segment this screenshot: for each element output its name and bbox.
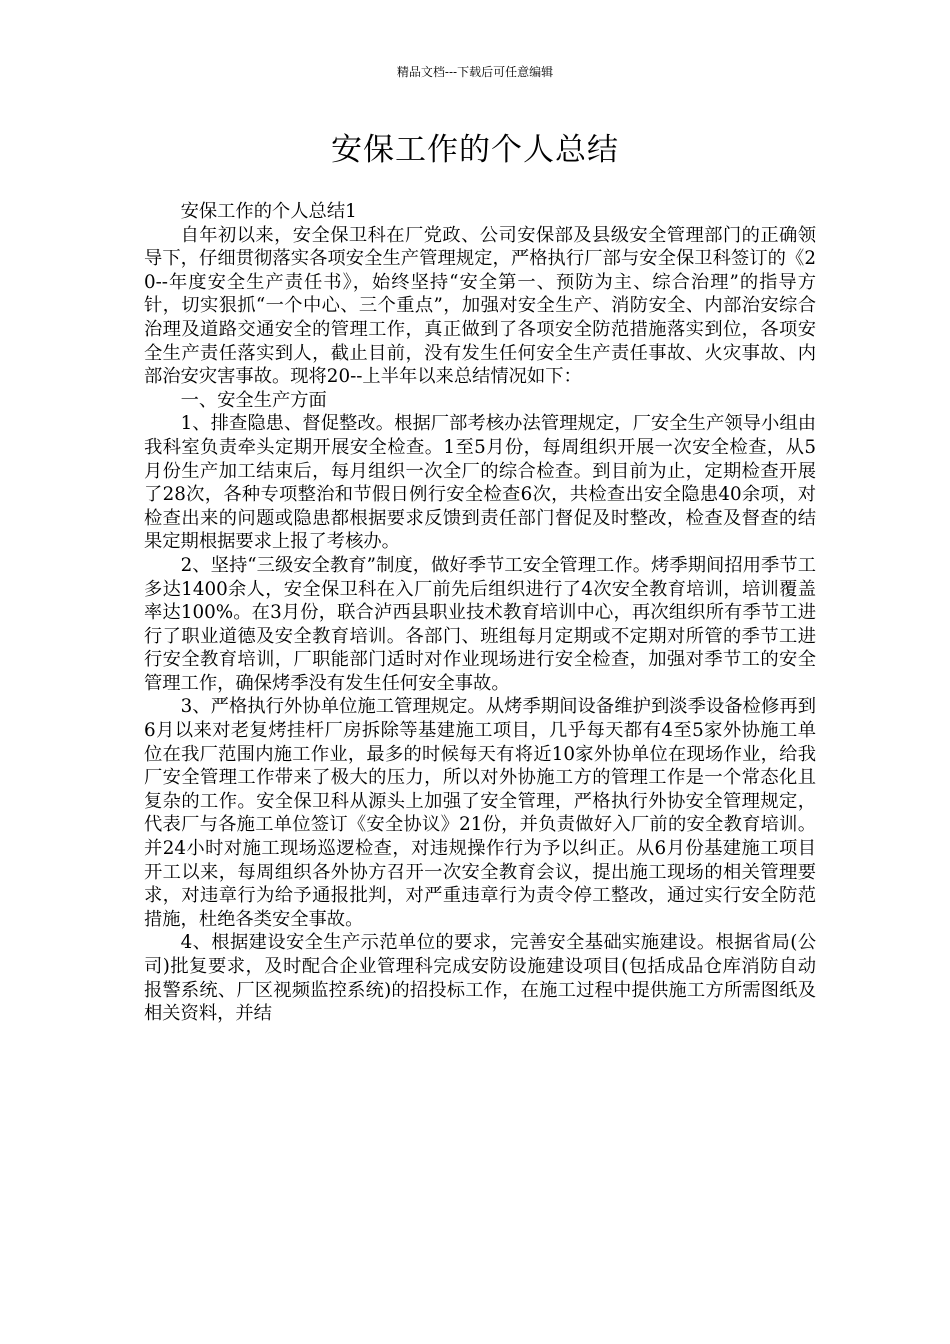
header-note: 精品文档---下载后可任意编辑 bbox=[396, 65, 554, 79]
document-body bbox=[144, 200, 816, 1026]
section-heading: 安保工作的个人总结1 bbox=[180, 201, 357, 222]
body-paragraph: 4、根据建设安全生产示范单位的要求，完善安全基础实施建设。根据省局(公司)批复要求，及时配合企业管理科完成安防设施建设项目(包括成品仓库消防自动报警系统、厂区视频监控系统)的招投标工作，在施工过程中提供施工方所需图纸及相关资料，并结 bbox=[144, 932, 816, 1025]
document-title: 安保工作的个人总结 bbox=[331, 132, 619, 168]
body-paragraph: 2、坚持“三级安全教育”制度，做好季节工安全管理工作。烤季期间招用季节工多达1400余人，安全保卫科在入厂前先后组织进行了4次安全教育培训，培训覆盖率达100%。在3月份，联合泸西县职业技术教育培训中心，再次组织所有季节工进行了职业道德及安全教育培训。各部门、班组每月定期或不定期对所管的季节工进行安全教育培训，厂职能部门适时对作业现场进行安全检查，加强对季节工的安全管理工作，确保烤季没有发生任何安全事故。 bbox=[144, 554, 816, 694]
body-paragraph: 3、严格执行外协单位施工管理规定。从烤季期间设备维护到淡季设备检修再到6月以来对老复烤挂杆厂房拆除等基建施工项目，几乎每天都有4至5家外协施工单位在我厂范围内施工作业，最多的时候每天有将近10家外协单位在现场作业，给我厂安全管理工作带来了极大的压力，所以对外协施工方的管理工作是一个常态化且复杂的工作。安全保卫科从源头上加强了安全管理，严格执行外协安全管理规定，代表厂与各施工单位签订《安全协议》21份，并负责做好入厂前的安全教育培训。并24小时对施工现场巡逻检查，对违规操作行为予以纠正。从6月份基建施工项目开工以来，每周组织各外协方召开一次安全教育会议，提出施工现场的相关管理要求，对违章行为给予通报批判，对严重违章行为责令停工整改，通过实行安全防范措施，杜绝各类安全事故。 bbox=[144, 696, 816, 930]
body-paragraph: 1、排查隐患、督促整改。根据厂部考核办法管理规定，厂安全生产领导小组由我科室负责牵头定期开展安全检查。1至5月份，每周组织开展一次安全检查，从5月份生产加工结束后，每月组织一次全厂的综合检查。到目前为止，定期检查开展了28次，各种专项整治和节假日例行安全检查6次，共检查出安全隐患40余项，对检查出来的问题或隐患都根据要求反馈到责任部门督促及时整改，检查及督查的结果定期根据要求上报了考核办。 bbox=[144, 413, 816, 553]
subsection-heading: 一、安全生产方面 bbox=[180, 389, 327, 411]
body-paragraph: 自年初以来，安全保卫科在厂党政、公司安保部及县级安全管理部门的正确领导下，仔细贯彻落实各项安全生产管理规定，严格执行厂部与安全保卫科签订的《20--年度安全生产责任书》，始终坚持“安全第一、预防为主、综合治理”的指导方针，切实狠抓“一个中心、三个重点”，加强对安全生产、消防安全、内部治安综合治理及道路交通安全的管理工作，真正做到了各项安全防范措施落实到位，各项安全生产责任落实到人，截止目前，没有发生任何安全生产责任事故、火灾事故、内部治安灾害事故。现将20--上半年以来总结情况如下： bbox=[144, 224, 816, 388]
